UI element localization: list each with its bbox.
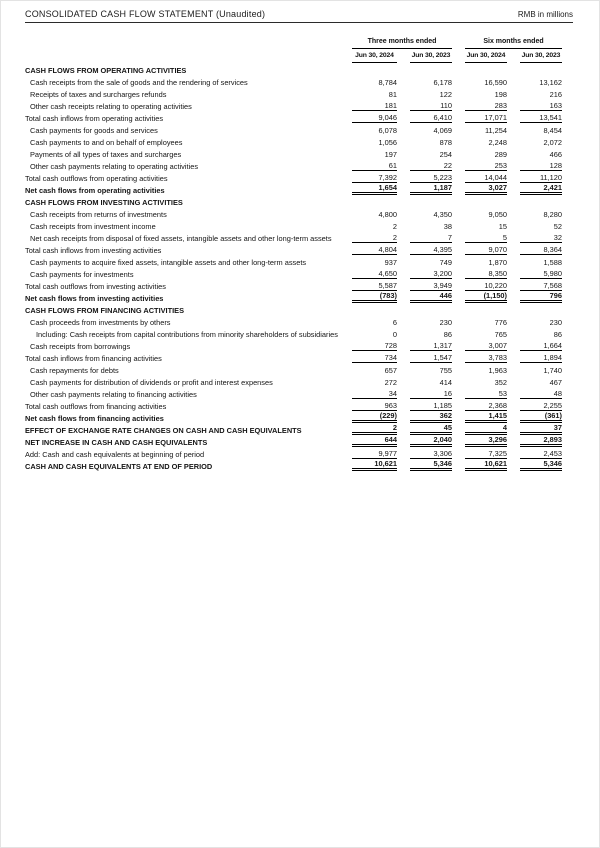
value-cell: (361): [520, 412, 562, 424]
value-cell: 253: [465, 161, 507, 171]
table-row: [25, 183, 573, 195]
value-cell: 10,621: [465, 460, 507, 472]
table-row: [25, 207, 573, 219]
value-cell: 3,949: [410, 281, 452, 291]
table-row: [25, 219, 573, 231]
row-label: Cash payments to acquire fixed assets, intangible assets and other long-term assets: [30, 258, 307, 267]
value-cell: 2,248: [488, 138, 507, 147]
value-cell: 10,220: [465, 281, 507, 291]
row-label: Cash payments for investments: [30, 270, 134, 279]
value-cell: 796: [520, 292, 562, 304]
value-cell: 9,070: [465, 245, 507, 255]
value-cell: 3,296: [465, 436, 507, 448]
table-row: [25, 435, 573, 447]
value-cell: 230: [549, 318, 562, 327]
value-cell: 254: [439, 150, 452, 159]
statement-content: [25, 8, 573, 471]
value-cell: 3,306: [410, 449, 452, 459]
value-cell: 755: [439, 366, 452, 375]
value-cell: 5,346: [410, 460, 452, 472]
value-cell: 197: [384, 150, 397, 159]
value-cell: 2,421: [520, 184, 562, 196]
value-cell: 7,568: [520, 281, 562, 291]
value-cell: 11,120: [520, 173, 562, 183]
value-cell: 8,364: [520, 245, 562, 255]
value-cell: 86: [443, 330, 452, 339]
table-row: [25, 63, 573, 75]
value-cell: 1,056: [378, 138, 397, 147]
value-cell: 4,804: [352, 245, 397, 255]
table-row: [25, 99, 573, 111]
value-cell: 446: [410, 292, 452, 304]
row-label: Cash receipts from investment income: [30, 222, 156, 231]
row-label: Total cash outflows from investing activities: [25, 282, 166, 291]
row-label: Other cash receipts relating to operating activities: [30, 102, 192, 111]
value-cell: 4,650: [352, 269, 397, 279]
table-row: [25, 123, 573, 135]
table-row: [25, 399, 573, 411]
value-cell: 45: [410, 424, 452, 436]
value-cell: 7: [410, 233, 452, 243]
column-header-date: Jun 30, 2023: [410, 52, 452, 63]
column-date-header-row: [25, 49, 573, 63]
value-cell: 878: [439, 138, 452, 147]
table-row: [25, 339, 573, 351]
value-cell: 657: [384, 366, 397, 375]
value-cell: 48: [520, 389, 562, 399]
row-label: Total cash inflows from operating activities: [25, 114, 164, 123]
value-cell: 5,980: [520, 269, 562, 279]
value-cell: 53: [465, 389, 507, 399]
table-row: [25, 303, 573, 315]
value-cell: 13,162: [539, 78, 562, 87]
value-cell: 4,350: [433, 210, 452, 219]
table-row: [25, 387, 573, 399]
value-cell: 181: [352, 101, 397, 111]
value-cell: 2: [352, 233, 397, 243]
value-cell: 6: [392, 318, 397, 327]
value-cell: 2,893: [520, 436, 562, 448]
table-row: [25, 171, 573, 183]
value-cell: 765: [494, 330, 507, 339]
value-cell: 1,740: [543, 366, 562, 375]
value-cell: 5: [465, 233, 507, 243]
value-cell: 216: [549, 90, 562, 99]
value-cell: 1,664: [520, 341, 562, 351]
value-cell: 34: [352, 389, 397, 399]
column-header-date: Jun 30, 2024: [352, 52, 397, 63]
column-group-header-row: [25, 37, 573, 49]
value-cell: 467: [549, 378, 562, 387]
value-cell: 352: [494, 378, 507, 387]
value-cell: 163: [520, 101, 562, 111]
value-cell: 3,783: [465, 353, 507, 363]
value-cell: 37: [520, 424, 562, 436]
column-header-date: Jun 30, 2024: [465, 52, 507, 63]
value-cell: (1,150): [465, 292, 507, 304]
value-cell: 9,050: [488, 210, 507, 219]
value-cell: 10,621: [352, 460, 397, 472]
value-cell: 0: [392, 330, 397, 339]
row-label: Cash receipts from borrowings: [30, 342, 131, 351]
row-label: CASH FLOWS FROM OPERATING ACTIVITIES: [25, 66, 187, 75]
row-label: CASH FLOWS FROM INVESTING ACTIVITIES: [25, 198, 183, 207]
table-row: [25, 159, 573, 171]
value-cell: 11,254: [484, 126, 507, 135]
table-row: [25, 327, 573, 339]
value-cell: 7,392: [352, 173, 397, 183]
row-label: Cash receipts from returns of investments: [30, 210, 167, 219]
row-label: Payments of all types of taxes and surcharges: [30, 150, 182, 159]
value-cell: 1,894: [520, 353, 562, 363]
cash-flow-table: [25, 63, 573, 471]
column-group-three-months: Three months ended: [352, 38, 452, 49]
table-row: [25, 351, 573, 363]
row-label: Cash proceeds from investments by others: [30, 318, 171, 327]
value-cell: 1,317: [410, 341, 452, 351]
table-row: [25, 111, 573, 123]
value-cell: 110: [410, 101, 452, 111]
value-cell: 4,395: [410, 245, 452, 255]
table-row: [25, 291, 573, 303]
value-cell: 414: [439, 378, 452, 387]
table-row: [25, 279, 573, 291]
value-cell: 1,547: [410, 353, 452, 363]
value-cell: 963: [352, 401, 397, 411]
value-cell: 749: [439, 258, 452, 267]
value-cell: 230: [439, 318, 452, 327]
value-cell: 3,200: [410, 269, 452, 279]
row-label: Net cash flows from operating activities: [25, 186, 165, 195]
value-cell: 2,255: [520, 401, 562, 411]
value-cell: 6,078: [378, 126, 397, 135]
value-cell: 9,977: [352, 449, 397, 459]
value-cell: 1,588: [543, 258, 562, 267]
value-cell: (229): [352, 412, 397, 424]
value-cell: 734: [352, 353, 397, 363]
page-title: CONSOLIDATED CASH FLOW STATEMENT (Unaudited): [25, 9, 266, 19]
value-cell: 22: [410, 161, 452, 171]
value-cell: 86: [553, 330, 562, 339]
value-cell: (783): [352, 292, 397, 304]
value-cell: 6,178: [433, 78, 452, 87]
value-cell: 4,800: [378, 210, 397, 219]
table-row: [25, 147, 573, 159]
value-cell: 52: [553, 222, 562, 231]
unit-note: RMB in millions: [517, 10, 573, 19]
table-row: [25, 459, 573, 471]
value-cell: 128: [520, 161, 562, 171]
row-label: Cash repayments for debts: [30, 366, 119, 375]
value-cell: 61: [352, 161, 397, 171]
value-cell: 81: [388, 90, 397, 99]
row-label: Other cash payments relating to operating activities: [30, 162, 199, 171]
value-cell: 16: [410, 389, 452, 399]
value-cell: 1,415: [465, 412, 507, 424]
row-label: Including: Cash receipts from capital contributions from minority shareholders of subsidiaries: [36, 330, 338, 339]
row-label: Total cash inflows from financing activities: [25, 354, 162, 363]
row-label: Cash payments to and on behalf of employees: [30, 138, 183, 147]
row-label: Other cash payments relating to financing activities: [30, 390, 197, 399]
value-cell: 2,368: [465, 401, 507, 411]
value-cell: 272: [384, 378, 397, 387]
value-cell: 32: [520, 233, 562, 243]
value-cell: 937: [384, 258, 397, 267]
row-label: Receipts of taxes and surcharges refunds: [30, 90, 167, 99]
row-label: EFFECT OF EXCHANGE RATE CHANGES ON CASH AND CASH EQUIVALENTS: [25, 426, 302, 435]
value-cell: 5,223: [410, 173, 452, 183]
value-cell: 15: [498, 222, 507, 231]
value-cell: 7,325: [465, 449, 507, 459]
value-cell: 1,870: [488, 258, 507, 267]
table-row: [25, 255, 573, 267]
value-cell: 4,069: [433, 126, 452, 135]
value-cell: 9,046: [352, 113, 397, 123]
value-cell: 8,784: [378, 78, 397, 87]
value-cell: 8,454: [543, 126, 562, 135]
value-cell: 466: [549, 150, 562, 159]
row-label: Add: Cash and cash equivalents at beginning of period: [25, 450, 205, 459]
value-cell: 8,280: [543, 210, 562, 219]
row-label: Cash receipts from the sale of goods and the rendering of services: [30, 78, 248, 87]
value-cell: 728: [352, 341, 397, 351]
table-row: [25, 267, 573, 279]
value-cell: 3,027: [465, 184, 507, 196]
value-cell: 6,410: [410, 113, 452, 123]
value-cell: 1,654: [352, 184, 397, 196]
value-cell: 17,071: [465, 113, 507, 123]
table-row: [25, 363, 573, 375]
value-cell: 16,590: [484, 78, 507, 87]
table-row: [25, 195, 573, 207]
row-label: CASH FLOWS FROM FINANCING ACTIVITIES: [25, 306, 185, 315]
value-cell: 122: [439, 90, 452, 99]
value-cell: 1,185: [410, 401, 452, 411]
value-cell: 5,587: [352, 281, 397, 291]
table-row: [25, 231, 573, 243]
value-cell: 198: [494, 90, 507, 99]
value-cell: 2: [392, 222, 397, 231]
row-label: Total cash outflows from operating activities: [25, 174, 168, 183]
row-label: Net cash flows from investing activities: [25, 294, 164, 303]
row-label: NET INCREASE IN CASH AND CASH EQUIVALENTS: [25, 438, 208, 447]
table-row: [25, 375, 573, 387]
value-cell: 2,040: [410, 436, 452, 448]
table-row: [25, 87, 573, 99]
table-row: [25, 447, 573, 459]
value-cell: 4: [465, 424, 507, 436]
value-cell: 2: [352, 424, 397, 436]
value-cell: 8,350: [465, 269, 507, 279]
row-label: Total cash inflows from investing activities: [25, 246, 162, 255]
row-label: Cash payments for distribution of dividends or profit and interest expenses: [30, 378, 273, 387]
value-cell: 13,541: [520, 113, 562, 123]
row-label: Total cash outflows from financing activities: [25, 402, 167, 411]
row-label: CASH AND CASH EQUIVALENTS AT END OF PERIOD: [25, 462, 213, 471]
row-label: Net cash flows from financing activities: [25, 414, 164, 423]
value-cell: 283: [465, 101, 507, 111]
title-bar: [25, 8, 573, 23]
row-label: Cash payments for goods and services: [30, 126, 158, 135]
table-row: [25, 75, 573, 87]
value-cell: 2,072: [543, 138, 562, 147]
value-cell: 5,346: [520, 460, 562, 472]
table-row: [25, 243, 573, 255]
value-cell: 2,453: [520, 449, 562, 459]
value-cell: 38: [443, 222, 452, 231]
value-cell: 776: [494, 318, 507, 327]
value-cell: 644: [352, 436, 397, 448]
column-group-six-months: Six months ended: [465, 38, 562, 49]
row-label: Net cash receipts from disposal of fixed assets, intangible assets and other long-term assets: [30, 234, 332, 243]
value-cell: 14,044: [465, 173, 507, 183]
table-row: [25, 411, 573, 423]
value-cell: 1,187: [410, 184, 452, 196]
value-cell: 362: [410, 412, 452, 424]
table-row: [25, 315, 573, 327]
value-cell: 3,007: [465, 341, 507, 351]
value-cell: 289: [494, 150, 507, 159]
table-row: [25, 423, 573, 435]
table-row: [25, 135, 573, 147]
column-header-date: Jun 30, 2023: [520, 52, 562, 63]
value-cell: 1,963: [488, 366, 507, 375]
